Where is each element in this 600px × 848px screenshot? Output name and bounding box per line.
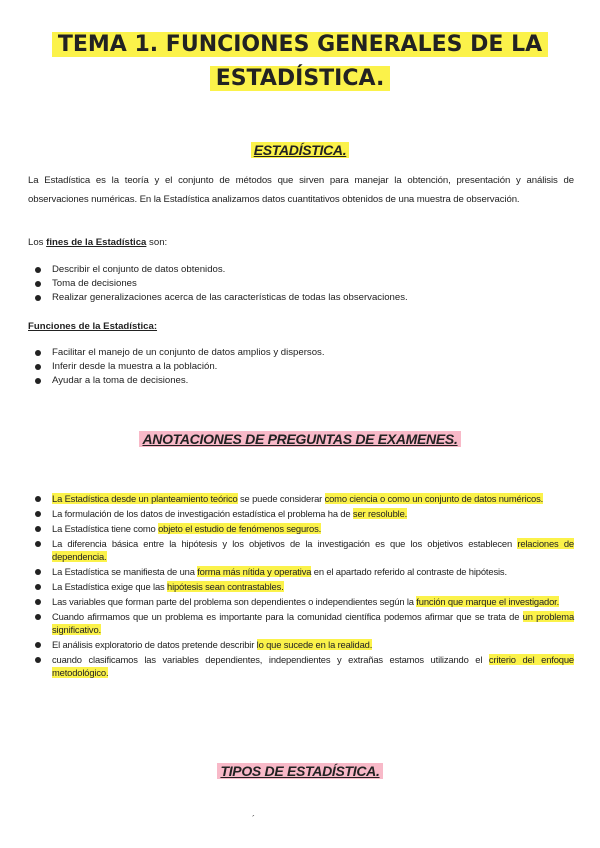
fines-intro: Los fines de la Estadística son:: [28, 237, 168, 248]
list-item: Las variables que forman parte del problema son dependientes o independientes según la función que marque el investigador.: [34, 595, 574, 608]
section-heading-tipos: TIPOS DE ESTADÍSTICA.: [0, 763, 600, 779]
bullet-icon: [35, 511, 41, 517]
title-line-2: ESTADÍSTICA.: [210, 66, 391, 91]
list-item: La formulación de los datos de investigación estadística el problema ha de ser resoluble.: [34, 507, 574, 520]
stray-mark: ´: [252, 814, 255, 824]
bullet-icon: [35, 642, 41, 648]
bullet-icon: [35, 541, 41, 547]
list-item: La Estadística exige que las hipótesis sean contrastables.: [34, 580, 574, 593]
list-item: Realizar generalizaciones acerca de las características de todas las observaciones.: [34, 291, 574, 305]
list-item: La Estadística se manifiesta de una forma más nítida y operativa en el apartado referido al contraste de hipótesis.: [34, 565, 574, 578]
list-item: Cuando afirmamos que un problema es importante para la comunidad científica podemos afirmar que se trata de un problema significativo.: [34, 610, 574, 636]
section-heading-estadistica: ESTADÍSTICA.: [0, 142, 600, 158]
intro-paragraph: La Estadística es la teoría y el conjunto de métodos que sirven para manejar la obtención, presentación y análisis de observaciones numéricas. En la Estadística analizamos datos cuantitativos obtenidos de una muestra de observación.: [28, 175, 574, 205]
bullet-icon: [35, 267, 41, 273]
bullet-icon: [35, 364, 41, 370]
list-item: Facilitar el manejo de un conjunto de datos amplios y dispersos.: [34, 346, 574, 360]
bullet-icon: [35, 295, 41, 301]
bullet-icon: [35, 614, 41, 620]
funciones-list: [34, 346, 574, 388]
bullet-icon: [35, 657, 41, 663]
list-item: El análisis exploratorio de datos pretende describir lo que sucede en la realidad.: [34, 638, 574, 651]
bullet-icon: [35, 350, 41, 356]
list-item: La Estadística tiene como objeto el estudio de fenómenos seguros.: [34, 522, 574, 535]
list-item: Describir el conjunto de datos obtenidos.: [34, 263, 574, 277]
title-line-1: TEMA 1. FUNCIONES GENERALES DE LA: [52, 32, 548, 57]
exam-notes-list: [34, 492, 574, 681]
list-item: La diferencia básica entre la hipótesis y los objetivos de la investigación es que los objetivos establecen relaciones de dependencia.: [34, 537, 574, 563]
bullet-icon: [35, 569, 41, 575]
bullet-icon: [35, 599, 41, 605]
section-heading-anotaciones: ANOTACIONES DE PREGUNTAS DE EXAMENES.: [0, 431, 600, 447]
fines-list: [34, 263, 574, 305]
page-title: [40, 28, 560, 96]
list-item: Toma de decisiones: [34, 277, 574, 291]
funciones-label: Funciones de la Estadística:: [28, 321, 158, 332]
list-item: Ayudar a la toma de decisiones.: [34, 374, 574, 388]
bullet-icon: [35, 496, 41, 502]
list-item: La Estadística desde un planteamiento teórico se puede considerar como ciencia o como un conjunto de datos numéricos.: [34, 492, 574, 505]
bullet-icon: [35, 584, 41, 590]
list-item: Inferir desde la muestra a la población.: [34, 360, 574, 374]
fines-label: fines de la Estadística: [46, 237, 147, 248]
bullet-icon: [35, 378, 41, 384]
bullet-icon: [35, 281, 41, 287]
list-item: cuando clasificamos las variables dependientes, independientes y extrañas estamos utilizando el criterio del enfoque metodológico.: [34, 653, 574, 679]
bullet-icon: [35, 526, 41, 532]
